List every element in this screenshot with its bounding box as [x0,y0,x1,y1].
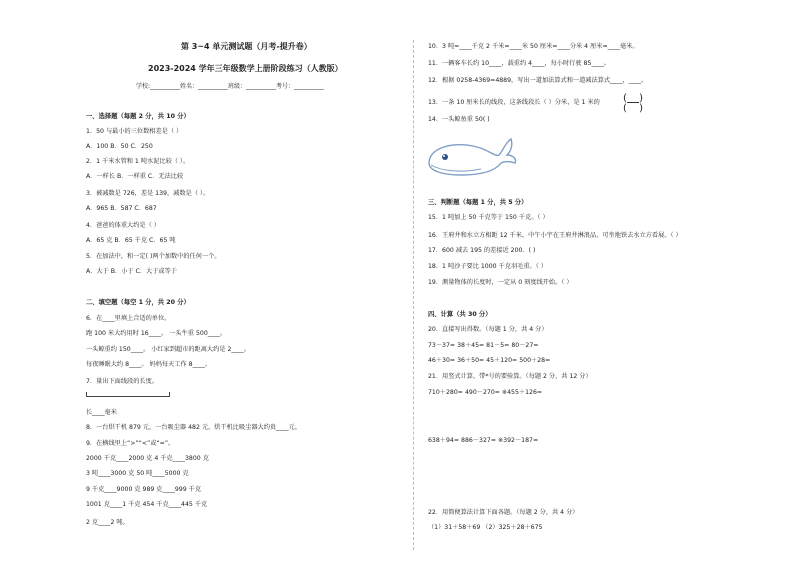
q6-row3: 每夜睡眠大约 8____。 妈妈每天工作 8____。 [86,361,212,368]
sec-3-heading: 三、判断题（每题 1 分，共 5 分） [428,199,528,206]
q7: 7．量出下面线段的长度。 [86,378,158,385]
q3: 3．被减数是 726，差是 139，减数是（ ）。 [86,190,210,197]
q3-options: A．965 B．587 C．687 [86,205,157,212]
q16: 16．王府井和水立方相距 12 千米，中午小宇在王府井淋浪品，可坐地铁去水立方看展。（ ） [428,232,682,239]
q21: 21．用竖式计算，带*号的要验算。（每题 2 分，共 12 分） [428,373,592,380]
measure-line-segment [86,392,170,397]
q5-options: A．大于 B．小于 C．大于或等于 [86,268,177,275]
fraction-blank: ( ) ( ) [623,93,643,114]
q5: 5．在加法中，和一定( )两个加数中的任何一个。 [86,253,221,260]
q21-row1: 710＋280= 490－270= ※455＋126= [428,389,543,396]
q20-row2: 46＋30= 36＋50= 45＋120= 500＋28= [428,357,551,364]
q20-row1: 73－37= 38＋45= 81－5= 80－27= [428,342,539,349]
q18: 18．1 吨沙子要比 1000 千克羽毛重。（ ） [428,263,547,270]
q4: 4．爸爸的体重大约是（ ） [86,222,160,229]
q4-options: A．65 克 B．65 千克 C．65 吨 [86,237,176,244]
student-info-line: 学校:__________姓名：__________班级：__________考号：__________ [136,83,325,90]
q21-row2: 638＋94= 886－327= ※392－187= [428,437,539,444]
q10: 10．3 吨=____千克 2 千米=____米 50 厘米=____分米 4 厘米=____毫米。 [428,43,639,50]
q22: 22．用简便算法计算下面各题。（每题 2 分，共 4 分） [428,509,579,516]
q15: 15．1 吨加上 50 千克等于 150 千克。（ ） [428,214,549,221]
q1: 1．50 与最小的三位数相差是（ ） [86,128,183,135]
q12: 12．根据 0258-4369=4889，写出一道加法算式和一道减法算式____，____。 [428,77,648,84]
q9: 9．在横线里上“>”“<”或“=”。 [86,440,175,447]
q17: 17．600 减去 195 的差接近 200．( ) [428,247,536,254]
q9-row2: 3 吨____3000 克 50 吨____5000 克 [86,470,189,477]
q8: 8．一台烘干机 879 元，一台吸尘器 482 元，烘干机比吸尘器大约贵____元。 [86,424,301,431]
q19: 19．测量物体的长度时，一定从 0 刻度线开始。（ ） [428,279,573,286]
sec-1-heading: 一、选择题（每题 2 分，共 10 分） [86,113,190,120]
q6-row1: 跑 100 米大约用时 16____。 一头牛重 500____。 [86,330,227,337]
q13: 13．一条 10 厘米长的线段，这条线段长（ ）分米，是 1 米的 [428,99,600,106]
q20: 20．直接写出得数。（每题 1 分，共 4 分） [428,326,548,333]
q14: 14．一头鲸鱼重 50( ) [428,116,490,123]
exam-subtitle: 2023-2024 学年三年级数学上册阶段练习（人教版） [148,64,343,73]
sec-4-heading: 四、计算（共 30 分） [428,311,492,318]
column-divider [413,40,414,550]
q7-answer: 长____毫米 [86,409,117,416]
q9-row3: 9 千克____9000 克 989 克____999 千克 [86,486,202,493]
q9-row1: 2000 千克____2000 克 4 千克____3800 克 [86,455,209,462]
q22-row1: （1）31＋58＋69 （2）325＋28＋675 [428,524,543,531]
q2-options: A．一样长 B．一样重 C．无法比较 [86,173,184,180]
q9-row5: 2 克____2 吨。 [86,519,129,526]
whale-illustration [425,133,517,181]
q2: 2．1 千米水管和 1 吨水泥比较（ ）。 [86,158,190,165]
q6: 6．在____里填上合适的单位。 [86,315,171,322]
q11: 11．一辆客车长约 10____，载重约 4____，每小时行驶 85____。 [428,60,610,67]
exam-title: 第 3~4 单元测试题（月考-提升卷） [181,42,312,51]
q1-options: A．100 B．50 C．250 [86,143,153,150]
sec-2-heading: 二、填空题（每空 1 分，共 20 分） [86,299,190,306]
q9-row4: 1001 克____1 千克 454 千克____445 千克 [86,501,208,508]
q6-row2: 一头鲸重约 150____。 小红家到超市的距离大约是 2____。 [86,346,250,353]
